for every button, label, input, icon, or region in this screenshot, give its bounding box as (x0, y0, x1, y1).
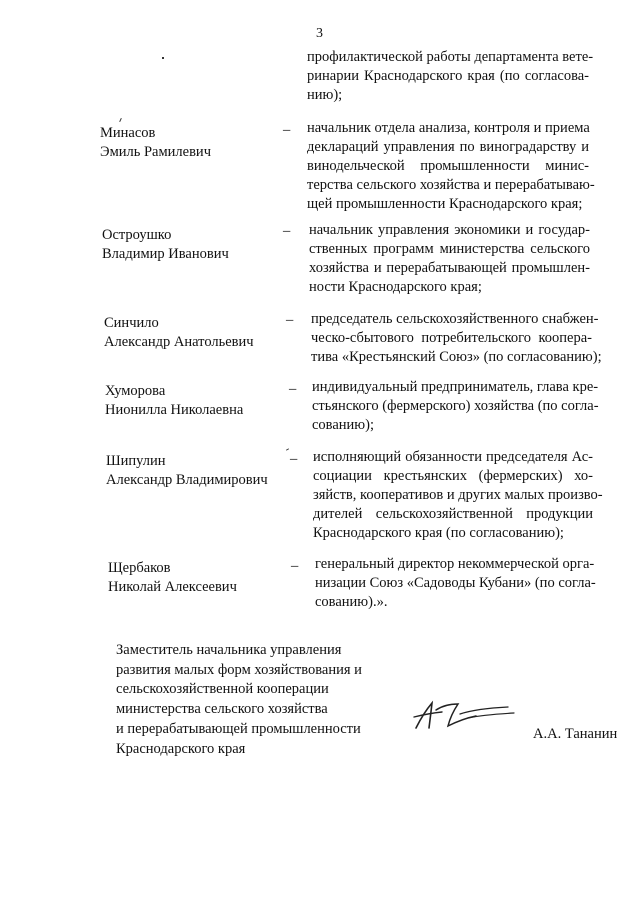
desc-line: низации Союз «Садоводы Кубани» (по согла- (315, 575, 596, 591)
member-name (108, 559, 237, 597)
member-surname: Остроушко (102, 227, 172, 243)
scan-speck (286, 448, 289, 450)
member-given-name: Владимир Иванович (102, 246, 229, 262)
member-given-name: Николай Алексеевич (108, 579, 237, 595)
signatory-name: А.А. Тананин (533, 726, 618, 742)
desc-line: профилактической работы департамента вете- (307, 49, 594, 65)
page-number: 3 (316, 26, 323, 41)
desc-line: дителей сельскохозяйственной продукции (313, 506, 593, 522)
signoff-line: развития малых форм хозяйствования и (116, 661, 362, 678)
desc-line: сованию); (312, 417, 374, 433)
signoff-line: и перерабатывающей промышленности (116, 720, 361, 737)
member-position (315, 555, 594, 612)
desc-line: ческо-сбытового потребительского коопера- (311, 330, 592, 346)
handwritten-signature (410, 698, 522, 732)
member-given-name: Александр Владимирович (106, 472, 268, 488)
desc-line: начальник управления экономики и государ- (309, 222, 590, 238)
member-surname: Синчило (104, 315, 159, 331)
member-dash: – (291, 558, 299, 574)
member-dash: – (290, 451, 298, 467)
member-dash: – (283, 122, 291, 138)
desc-line: щей промышленности Краснодарского края; (307, 196, 583, 212)
desc-line: ринарии Краснодарского края (по согласова- (307, 68, 589, 84)
desc-line: начальник отдела анализа, контроля и приема (307, 120, 590, 136)
member-name (102, 226, 229, 264)
signoff-line: Заместитель начальника управления (116, 642, 342, 658)
member-position (311, 310, 602, 367)
member-given-name: Эмиль Рамилевич (100, 144, 211, 160)
member-position (312, 378, 599, 435)
member-dash: – (283, 223, 291, 239)
member-name (106, 452, 268, 490)
desc-line: Краснодарского края (по согласованию); (313, 525, 564, 541)
member-name (105, 382, 243, 420)
member-name (100, 124, 211, 162)
desc-line: нию); (307, 87, 343, 103)
desc-line: терства сельского хозяйства и перерабатываю- (307, 177, 595, 193)
scan-speck (119, 118, 122, 122)
desc-line: стьянского (фермерского) хозяйства (по согла- (312, 398, 599, 414)
desc-line: сованию).». (315, 594, 388, 610)
desc-line: индивидуальный предприниматель, глава кре- (312, 379, 599, 395)
member-surname: Минасов (100, 125, 156, 141)
desc-line: ственных программ министерства сельского (309, 241, 590, 257)
member-name (104, 314, 254, 352)
member-position (307, 119, 595, 214)
member-surname: Щербаков (108, 560, 171, 576)
desc-line: тива «Крестьянский Союз» (по согласованию); (311, 349, 602, 365)
member-dash: – (286, 312, 294, 328)
member-given-name: Александр Анатольевич (104, 334, 254, 350)
signoff-line: министерства сельского хозяйства (116, 701, 328, 718)
desc-line: деклараций управления по виноградарству и (307, 139, 589, 155)
member-dash: – (289, 381, 297, 397)
signoff-line: Краснодарского края (116, 740, 246, 757)
desc-line: винодельческой промышленности минис- (307, 158, 589, 174)
desc-line: зяйств, кооперативов и других малых произво- (313, 487, 603, 503)
signoff-line: сельскохозяйственной кооперации (116, 681, 329, 698)
desc-line: ности Краснодарского края; (309, 279, 482, 295)
signoff-title (116, 641, 362, 759)
desc-line: хозяйства и перерабатывающей промышлен- (309, 260, 590, 276)
desc-line: генеральный директор некоммерческой орга- (315, 556, 595, 572)
member-given-name: Нионилла Николаевна (105, 402, 244, 418)
member-position (313, 448, 603, 543)
desc-line: исполняющий обязанности председателя Ас- (313, 449, 593, 465)
continuation-text (307, 48, 594, 105)
desc-line: председатель сельскохозяйственного снабжен- (311, 311, 599, 327)
member-surname: Шипулин (106, 453, 166, 469)
scan-speck (162, 57, 164, 59)
member-surname: Хуморова (105, 383, 166, 399)
member-position (309, 221, 590, 297)
desc-line: социации крестьянских (фермерских) хо- (313, 468, 593, 484)
